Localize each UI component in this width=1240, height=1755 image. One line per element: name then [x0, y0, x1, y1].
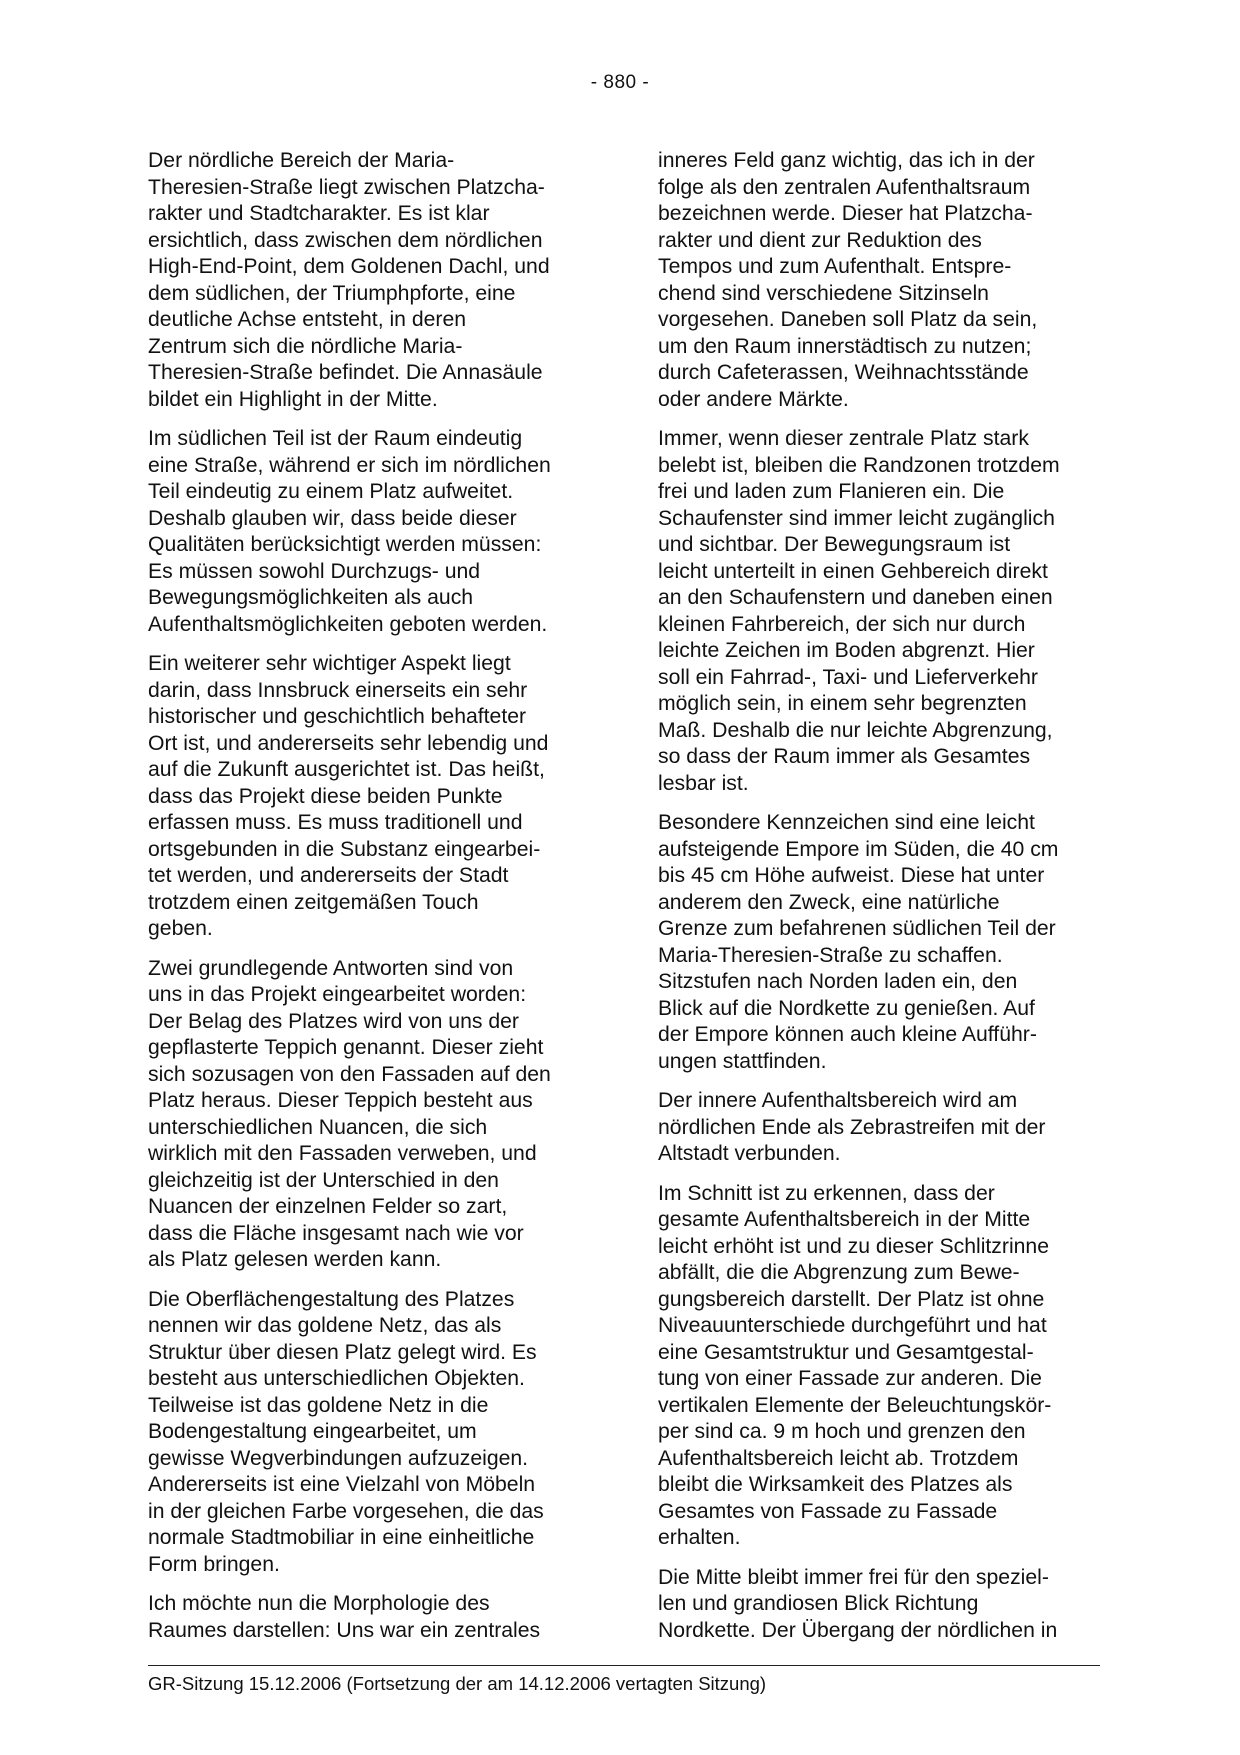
- text-line: wirklich mit den Fassaden verweben, und: [148, 1142, 537, 1165]
- text-line: rakter und dient zur Reduktion des: [658, 228, 982, 252]
- paragraph: [148, 1287, 588, 1579]
- text-line: Ich möchte nun die Morphologie des: [148, 1592, 490, 1615]
- text-line: Teilweise ist das goldene Netz in die: [148, 1393, 489, 1417]
- text-line: Nuancen der einzelnen Felder so zart,: [148, 1195, 508, 1218]
- text-line: Im südlichen Teil ist der Raum eindeutig: [148, 427, 523, 450]
- text-line: deutliche Achse entsteht, in deren: [148, 308, 467, 331]
- text-line: vertikalen Elemente der Beleuchtungskör-: [658, 1393, 1052, 1417]
- text-line: Bodengestaltung eingearbeitet, um: [148, 1420, 477, 1443]
- text-line: Struktur über diesen Platz gelegt wird. Es: [148, 1340, 537, 1364]
- text-line: ungen stattfinden.: [658, 1049, 827, 1073]
- text-line: kleinen Fahrbereich, der sich nur durch: [658, 612, 1026, 636]
- text-line: so dass der Raum immer als Gesamtes: [658, 745, 1031, 768]
- text-line: Form bringen.: [148, 1552, 280, 1576]
- text-line: ortsgebunden in die Substanz eingearbei-: [148, 837, 541, 861]
- text-line: anderem den Zweck, eine natürliche: [658, 890, 1000, 914]
- text-line: Altstadt verbunden.: [658, 1142, 841, 1165]
- text-line: Gesamtes von Fassade zu Fassade: [658, 1499, 998, 1523]
- text-line: in der gleichen Farbe vorgesehen, die das: [148, 1499, 544, 1523]
- paragraph: [148, 1591, 588, 1644]
- text-line: Tempos und zum Aufenthalt. Entspre-: [658, 255, 1012, 278]
- text-line: abfällt, die die Abgrenzung zum Bewe-: [658, 1261, 1020, 1284]
- paragraph: [148, 426, 588, 638]
- paragraph: [658, 148, 1098, 413]
- text-line: frei und laden zum Flanieren ein. Die: [658, 480, 1005, 503]
- text-line: gepflasterte Teppich genannt. Dieser zieht: [148, 1036, 544, 1059]
- text-line: folge als den zentralen Aufenthaltsraum: [658, 175, 1031, 199]
- text-line: Aufenthaltsmöglichkeiten geboten werden.: [148, 612, 548, 636]
- text-line: Schaufenster sind immer leicht zugänglich: [658, 506, 1055, 530]
- text-line: normale Stadtmobiliar in eine einheitliche: [148, 1526, 535, 1549]
- text-line: Der Belag des Platzes wird von uns der: [148, 1009, 519, 1033]
- text-line: per sind ca. 9 m hoch und grenzen den: [658, 1420, 1026, 1443]
- text-line: Teil eindeutig zu einem Platz aufweitet.: [148, 480, 514, 503]
- text-line: darin, dass Innsbruck einerseits ein sehr: [148, 678, 528, 702]
- text-line: Der nördliche Bereich der Maria-: [148, 149, 455, 172]
- text-line: durch Cafeterassen, Weihnachtsstände: [658, 361, 1029, 384]
- text-line: leicht unterteilt in einen Gehbereich direkt: [658, 559, 1048, 583]
- text-line: Qualitäten berücksichtigt werden müssen:: [148, 533, 542, 556]
- text-line: historischer und geschichtlich behafteter: [148, 705, 527, 728]
- text-line: Zentrum sich die nördliche Maria-: [148, 334, 463, 358]
- text-line: eine Straße, während er sich im nördlichen: [148, 453, 551, 477]
- text-line: Die Oberflächengestaltung des Platzes: [148, 1287, 515, 1311]
- right-column: [658, 148, 1098, 1657]
- text-line: auf die Zukunft ausgerichtet ist. Das heißt,: [148, 758, 545, 781]
- page-number: - 880 -: [590, 72, 650, 93]
- text-line: Blick auf die Nordkette zu genießen. Auf: [658, 996, 1035, 1020]
- text-line: Es müssen sowohl Durchzugs- und: [148, 559, 481, 583]
- text-line: belebt ist, bleiben die Randzonen trotzdem: [658, 453, 1060, 477]
- text-line: Maß. Deshalb die nur leichte Abgrenzung,: [658, 718, 1053, 742]
- text-line: Zwei grundlegende Antworten sind von: [148, 956, 514, 980]
- footer-session-info: GR-Sitzung 15.12.2006 (Fortsetzung der am 14.12.2006 vertagten Sitzung): [148, 1673, 767, 1694]
- text-line: dass das Projekt diese beiden Punkte: [148, 784, 503, 808]
- text-line: gleichzeitig ist der Unterschied in den: [148, 1168, 499, 1192]
- text-line: lesbar ist.: [658, 771, 749, 795]
- text-line: uns in das Projekt eingearbeitet worden:: [148, 983, 527, 1006]
- text-line: tet werden, und andererseits der Stadt: [148, 864, 509, 887]
- text-line: trotzdem einen zeitgemäßen Touch: [148, 890, 479, 914]
- text-line: Aufenthaltsbereich leicht ab. Trotzdem: [658, 1446, 1019, 1470]
- text-line: High-End-Point, dem Goldenen Dachl, und: [148, 255, 550, 278]
- text-line: Bewegungsmöglichkeiten als auch: [148, 586, 474, 609]
- paragraph: [658, 426, 1098, 797]
- text-line: gesamte Aufenthaltsbereich in der Mitte: [658, 1208, 1031, 1231]
- text-line: Andererseits ist eine Vielzahl von Möbeln: [148, 1473, 536, 1496]
- text-line: unterschiedlichen Nuancen, die sich: [148, 1115, 488, 1139]
- paragraph: [658, 1181, 1098, 1552]
- text-line: bis 45 cm Höhe aufweist. Diese hat unter: [658, 864, 1045, 887]
- text-line: eine Gesamtstruktur und Gesamtgestal-: [658, 1340, 1034, 1364]
- text-line: tung von einer Fassade zur anderen. Die: [658, 1367, 1042, 1390]
- text-line: Der innere Aufenthaltsbereich wird am: [658, 1089, 1018, 1112]
- text-line: oder andere Märkte.: [658, 387, 849, 411]
- text-line: nördlichen Ende als Zebrastreifen mit der: [658, 1115, 1046, 1139]
- text-line: Maria-Theresien-Straße zu schaffen.: [658, 943, 1003, 967]
- text-line: Grenze zum befahrenen südlichen Teil der: [658, 917, 1056, 940]
- text-line: gungsbereich darstellt. Der Platz ist ohne: [658, 1287, 1045, 1311]
- left-column: [148, 148, 588, 1657]
- text-line: Theresien-Straße befindet. Die Annasäule: [148, 361, 543, 384]
- text-line: Platz heraus. Dieser Teppich besteht aus: [148, 1089, 533, 1112]
- text-line: bleibt die Wirksamkeit des Platzes als: [658, 1473, 1013, 1496]
- paragraph: [148, 956, 588, 1274]
- text-line: Theresien-Straße liegt zwischen Platzcha-: [148, 175, 545, 199]
- text-line: Im Schnitt ist zu erkennen, dass der: [658, 1181, 995, 1205]
- text-line: und sichtbar. Der Bewegungsraum ist: [658, 533, 1011, 556]
- text-line: rakter und Stadtcharakter. Es ist klar: [148, 202, 490, 225]
- text-line: aufsteigende Empore im Süden, die 40 cm: [658, 837, 1059, 861]
- text-line: dem südlichen, der Triumphpforte, eine: [148, 281, 516, 305]
- text-line: Deshalb glauben wir, dass beide dieser: [148, 506, 517, 530]
- text-line: Raumes darstellen: Uns war ein zentrales: [148, 1618, 541, 1642]
- text-line: der Empore können auch kleine Aufführ-: [658, 1023, 1037, 1046]
- text-line: an den Schaufenstern und daneben einen: [658, 586, 1053, 609]
- text-line: Die Mitte bleibt immer frei für den speziel-: [658, 1565, 1049, 1589]
- footer-divider: [148, 1665, 1100, 1666]
- text-line: Nordkette. Der Übergang der nördlichen in: [658, 1618, 1058, 1642]
- text-line: bildet ein Highlight in der Mitte.: [148, 387, 438, 411]
- text-line: Sitzstufen nach Norden laden ein, den: [658, 970, 1018, 993]
- text-line: bezeichnen werde. Dieser hat Platzcha-: [658, 202, 1033, 225]
- text-line: nennen wir das goldene Netz, das als: [148, 1314, 502, 1337]
- text-line: ersichtlich, dass zwischen dem nördlichen: [148, 228, 543, 252]
- text-line: inneres Feld ganz wichtig, das ich in der: [658, 149, 1035, 172]
- text-line: Immer, wenn dieser zentrale Platz stark: [658, 427, 1029, 450]
- text-line: leicht erhöht ist und zu dieser Schlitzrinne: [658, 1234, 1049, 1258]
- paragraph: [658, 1088, 1098, 1168]
- text-line: Besondere Kennzeichen sind eine leicht: [658, 811, 1035, 834]
- text-line: len und grandiosen Blick Richtung: [658, 1592, 979, 1615]
- text-line: um den Raum innerstädtisch zu nutzen;: [658, 334, 1032, 358]
- text-line: möglich sein, in einem sehr begrenzten: [658, 692, 1027, 715]
- text-line: erfassen muss. Es muss traditionell und: [148, 811, 523, 834]
- text-line: erhalten.: [658, 1526, 741, 1549]
- text-line: Ein weiterer sehr wichtiger Aspekt liegt: [148, 652, 511, 675]
- text-line: als Platz gelesen werden kann.: [148, 1248, 442, 1271]
- text-line: chend sind verschiedene Sitzinseln: [658, 281, 989, 305]
- paragraph: [658, 1565, 1098, 1645]
- text-line: vorgesehen. Daneben soll Platz da sein,: [658, 308, 1038, 331]
- text-line: besteht aus unterschiedlichen Objekten.: [148, 1367, 525, 1390]
- text-line: Ort ist, und andererseits sehr lebendig und: [148, 731, 549, 755]
- text-line: Niveauunterschiede durchgeführt und hat: [658, 1314, 1047, 1337]
- text-line: sich sozusagen von den Fassaden auf den: [148, 1062, 551, 1086]
- text-line: leichte Zeichen im Boden abgrenzt. Hier: [658, 639, 1035, 662]
- paragraph: [148, 651, 588, 943]
- text-line: geben.: [148, 917, 213, 940]
- text-line: dass die Fläche insgesamt nach wie vor: [148, 1221, 524, 1245]
- paragraph: [658, 810, 1098, 1075]
- text-line: gewisse Wegverbindungen aufzuzeigen.: [148, 1446, 529, 1470]
- paragraph: [148, 148, 588, 413]
- text-line: soll ein Fahrrad-, Taxi- und Lieferverkehr: [658, 665, 1038, 689]
